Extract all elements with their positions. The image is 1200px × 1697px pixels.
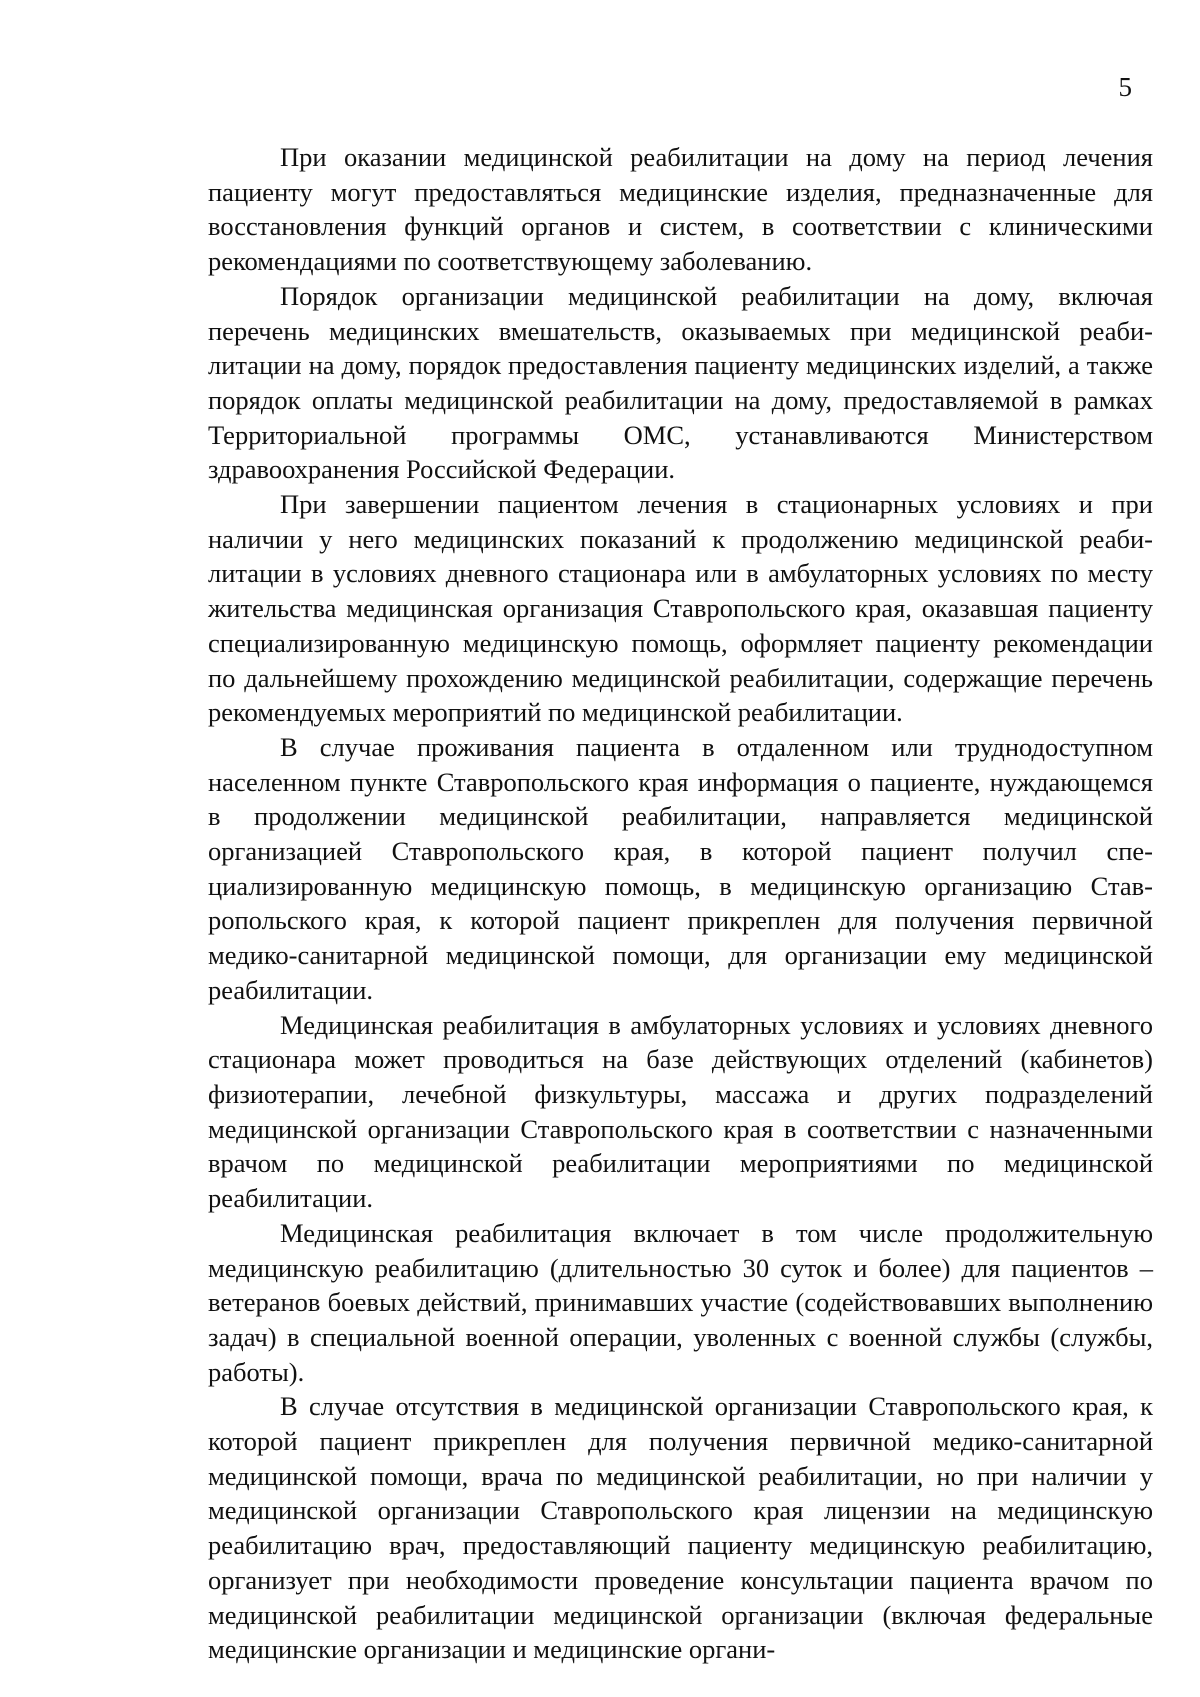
paragraph-outpatient-rehabilitation: Медицинская реабилитация в амбулаторных условиях и условиях дневного стационара может проводиться на базе действующих отделений (кабинетов) физиотерапии, лечебной физкультуры, массажа и других подразделений медицинской организации Ставропольского края в соответствии с назначенными врачом по медицинской реабилитации мероприятиями по медицинской реабилитации. (208, 1009, 1153, 1214)
paragraph-medical-devices-at-home: При оказании медицинской реабилитации на дому на период лечения пациенту могут предоставляться медицинские изделия, предназначенные для восстановления функций органов и систем, в соответствии с клиническими рекомендациями по соответствующему заболеванию. (208, 142, 1153, 277)
paragraph-veterans-rehabilitation: Медицинская реабилитация включает в том числе продолжительную медицинскую реабилитацию (длительностью 30 суток и более) для пациентов – ветеранов боевых действий, принимавших участие (содействовавших выполнению задач) в специальной военной операции, уволенных с военной службы (службы, работы). (208, 1217, 1153, 1387)
paragraph-discharge-recommendations: При завершении пациентом лечения в стационарных условиях и при наличии у него медицинских показаний к продолжению медицинской реабилитации в условиях дневного стационара или в амбулаторных условиях по месту жительства медицинская организация Ставропольского края, оказавшая пациенту специализированную медицинскую помощь, оформляет пациенту рекомендации по дальнейшему прохождению медицинской реабилитации, содержащие перечень рекомендуемых мероприятий по медицинской реабилитации. (208, 489, 1153, 728)
paragraph-home-rehabilitation-procedure: Порядок организации медицинской реабилитации на дому, включая перечень медицинских вмешательств, оказываемых при медицинской реабилитации на дому, порядок предоставления пациенту медицинских изделий, а также порядок оплаты медицинской реабилитации на дому, предоставляемой в рамках Территориальной программы ОМС, устанавливаются Министерством здравоохранения Российской Федерации. (208, 280, 1153, 485)
document-body (208, 140, 1153, 1667)
paragraph-no-rehabilitation-doctor: В случае отсутствия в медицинской организации Ставропольского края, к которой пациент прикреплен для получения первичной медико-санитарной медицинской помощи, врача по медицинской реабилитации, но при наличии у медицинской организации Ставропольского края лицензии на медицинскую реабилитацию врач, предоставляющий пациенту медицинскую реабилитацию, организует при необходимости проведение консультации пациента врачом по медицинской реабилитации медицинской организации (включая федеральные медицинские организации и медицинские органи- (208, 1391, 1153, 1665)
page-number: 5 (1118, 72, 1132, 102)
paragraph-remote-settlement: В случае проживания пациента в отдаленном или труднодоступном населенном пункте Ставропольского края информация о пациенте, нуждающемся в продолжении медицинской реабилитации, направляется медицинской организацией Ставропольского края, в которой пациент получил специализированную медицинскую помощь, в медицинскую организацию Ставропольского края, к которой пациент прикреплен для получения первичной медико-санитарной медицинской помощи, для организации ему медицинской реабилитации. (208, 731, 1153, 1005)
